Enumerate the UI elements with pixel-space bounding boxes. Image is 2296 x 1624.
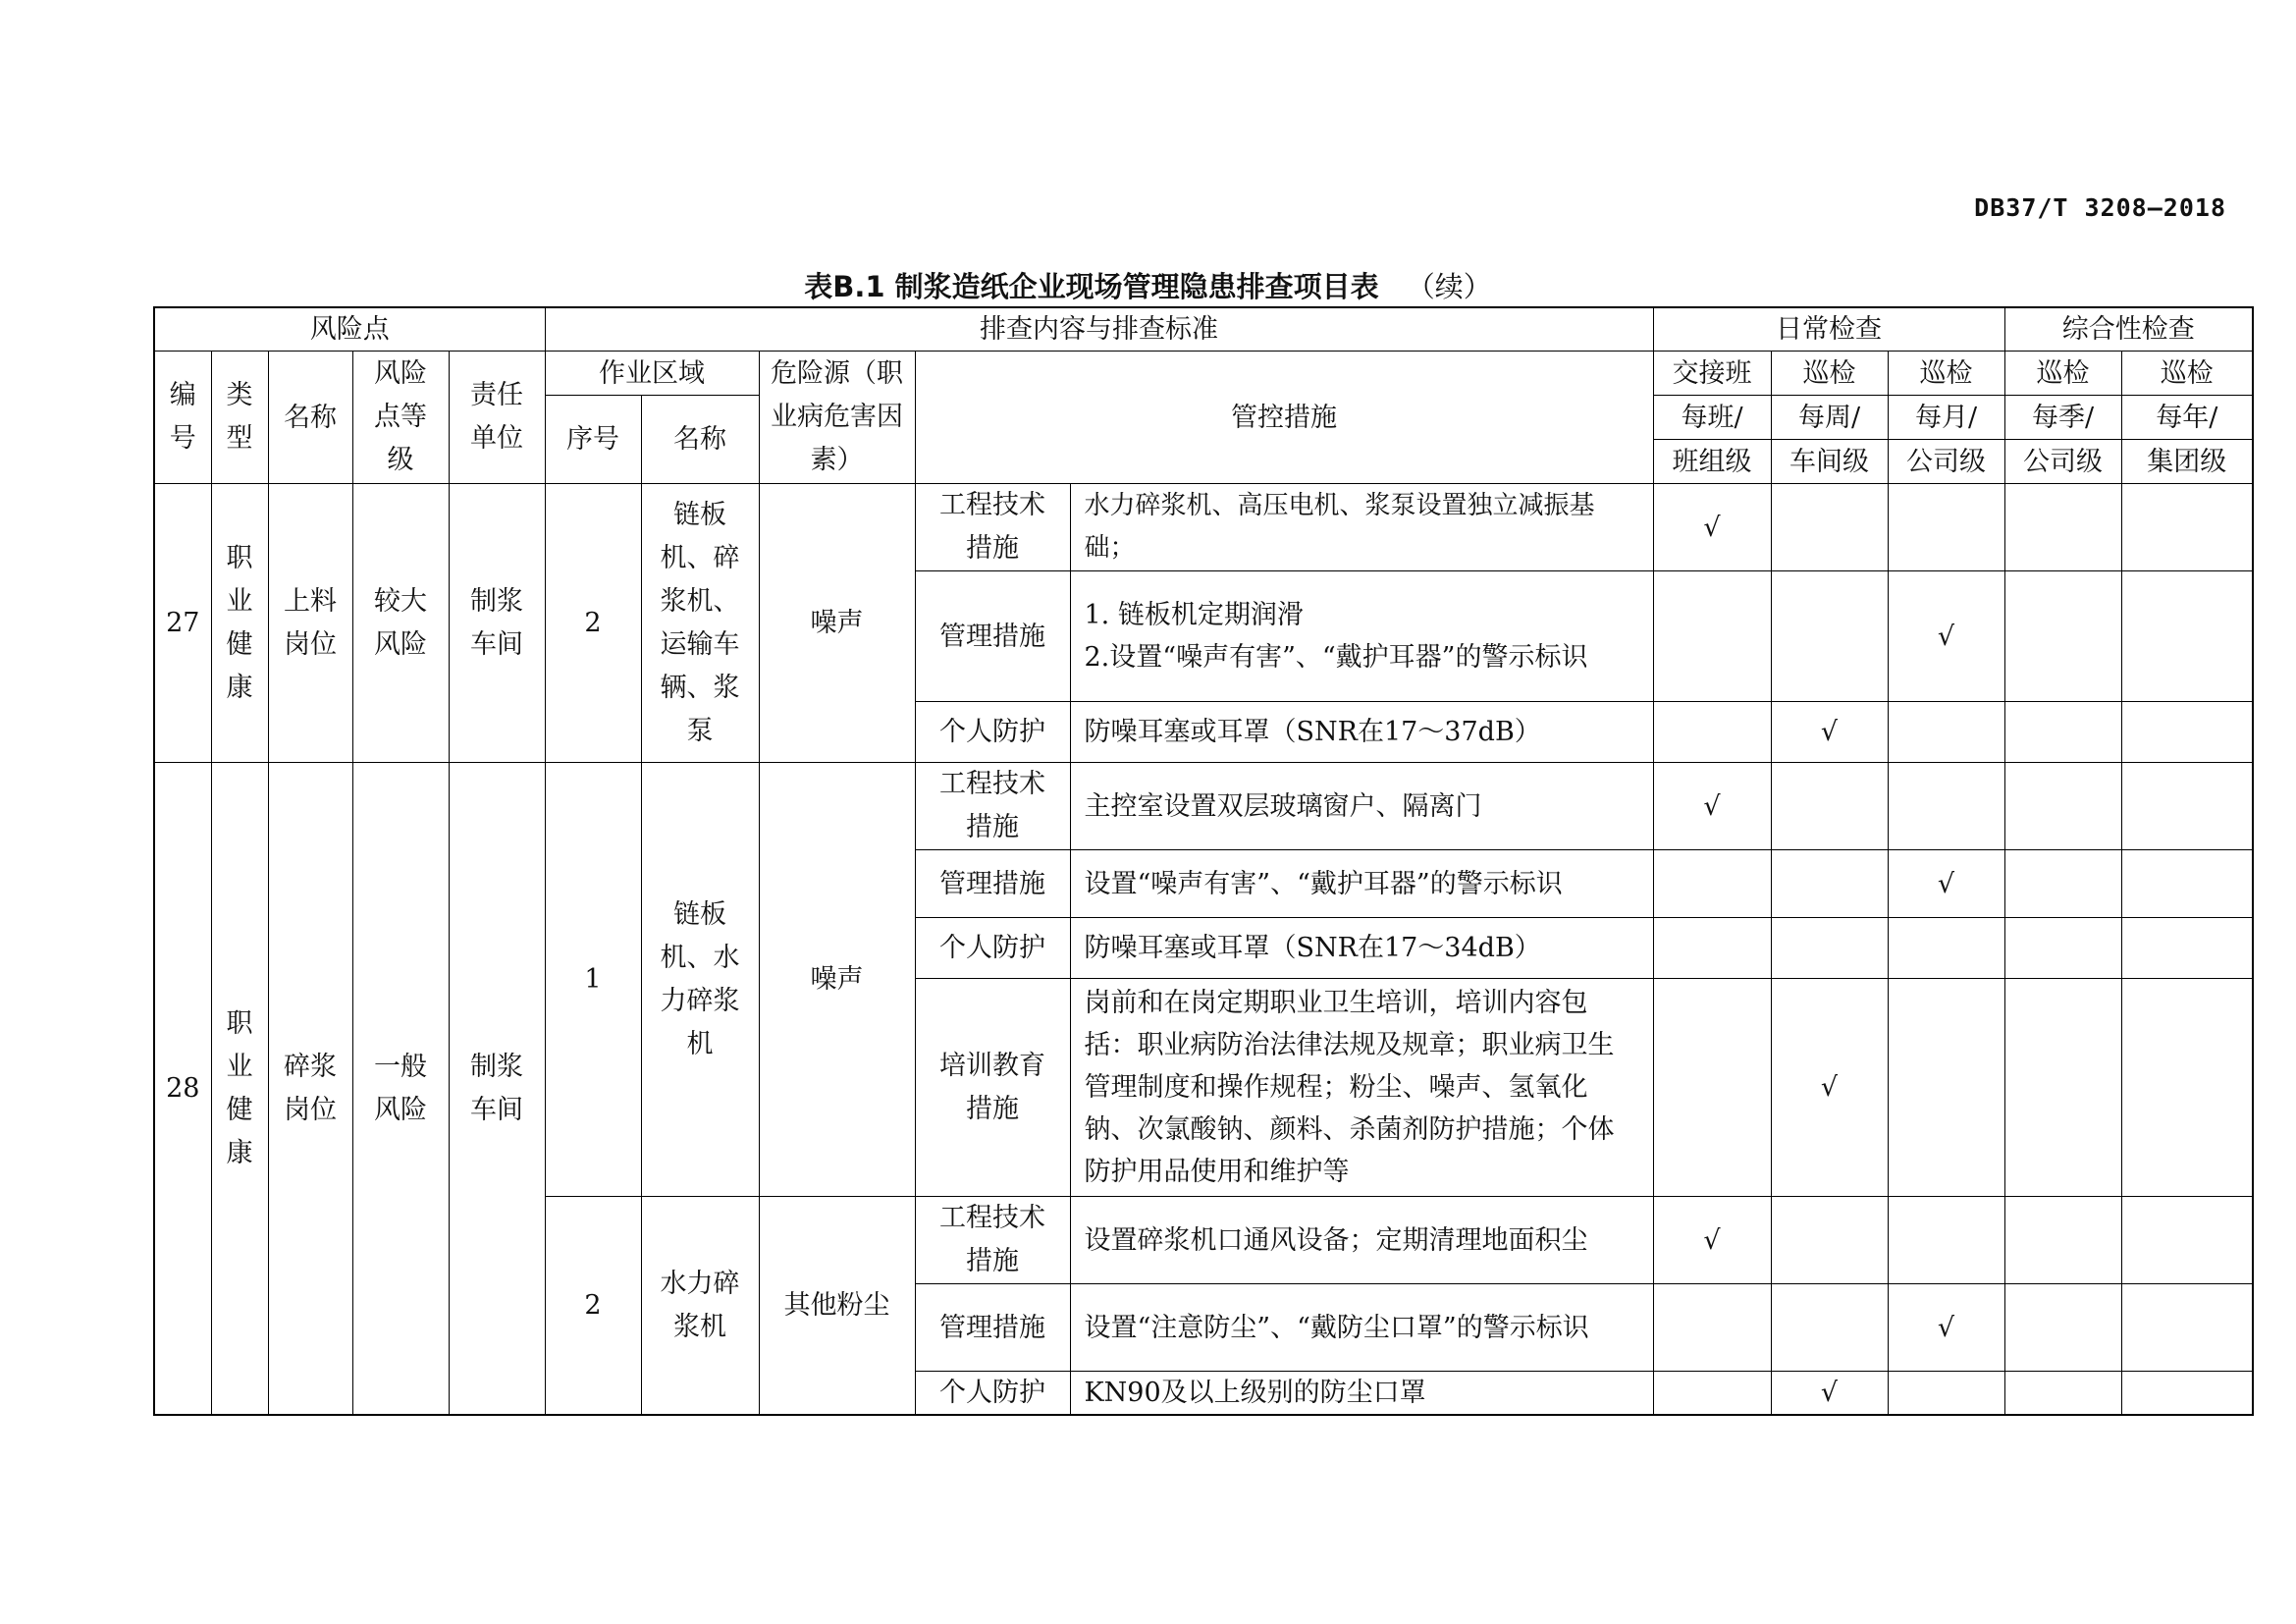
cell-category xyxy=(915,1197,1070,1284)
cell-seq: 2 xyxy=(545,484,641,763)
header-inspect-1: 巡检 xyxy=(1771,352,1888,396)
check-cell xyxy=(1771,1197,1888,1284)
table-row xyxy=(154,484,2253,571)
check-cell xyxy=(1888,484,2004,571)
check-cell xyxy=(2004,702,2121,763)
header-inspect-4: 巡检 xyxy=(2121,352,2253,396)
check-cell xyxy=(2004,850,2121,918)
check-cell xyxy=(1653,979,1771,1197)
check-cell xyxy=(2121,1284,2253,1372)
cell-measure: 主控室设置双层玻璃窗户、隔离门 xyxy=(1070,763,1653,850)
cell-area-name-text: 链板机、水力碎浆机 xyxy=(660,898,740,1059)
standard-code: DB37/T 3208—2018 xyxy=(1974,193,2226,222)
header-seq: 序号 xyxy=(545,396,641,484)
header-type-text: 类型 xyxy=(226,380,253,454)
cell-area-name xyxy=(641,484,759,763)
check-cell xyxy=(2004,918,2121,979)
header-workshop-level: 车间级 xyxy=(1771,440,1888,484)
check-cell xyxy=(1771,763,1888,850)
header-per-shift: 每班/ xyxy=(1653,396,1771,440)
cell-hazard: 噪声 xyxy=(759,484,915,763)
check-cell xyxy=(2004,1284,2121,1372)
cell-type xyxy=(211,763,268,1416)
check-cell xyxy=(1888,979,2004,1197)
cell-risk-level-text: 一般风险 xyxy=(374,1051,427,1125)
header-company-level-2: 公司级 xyxy=(2004,440,2121,484)
cell-category-text: 培训教育措施 xyxy=(939,1050,1045,1124)
check-mark-cell: √ xyxy=(1771,979,1888,1197)
cell-risk-level-text: 较大风险 xyxy=(374,585,427,660)
cell-risk-level xyxy=(352,484,449,763)
check-cell xyxy=(2121,484,2253,571)
check-cell xyxy=(2004,979,2121,1197)
check-cell xyxy=(1771,918,1888,979)
cell-unit xyxy=(449,484,545,763)
check-cell xyxy=(2121,1197,2253,1284)
header-daily-check: 日常检查 xyxy=(1653,307,2004,352)
header-row-1 xyxy=(154,307,2253,352)
header-name: 名称 xyxy=(268,352,352,484)
check-cell xyxy=(2121,979,2253,1197)
header-risk-level xyxy=(352,352,449,484)
cell-area-name-text: 水力碎浆机 xyxy=(660,1268,740,1342)
header-inspect-2: 巡检 xyxy=(1888,352,2004,396)
check-cell xyxy=(2121,918,2253,979)
check-cell xyxy=(1653,1372,1771,1416)
cell-risk-level xyxy=(352,763,449,1416)
header-per-week: 每周/ xyxy=(1771,396,1888,440)
cell-measure: 设置碎浆机口通风设备；定期清理地面积尘 xyxy=(1070,1197,1653,1284)
check-cell xyxy=(2004,571,2121,702)
check-cell xyxy=(2004,1372,2121,1416)
header-team-level: 班组级 xyxy=(1653,440,1771,484)
check-mark-cell: √ xyxy=(1771,702,1888,763)
cell-category xyxy=(915,979,1070,1197)
header-hazard-text: 危险源（职业病危害因素） xyxy=(771,358,903,475)
check-cell xyxy=(1653,1284,1771,1372)
cell-name-text: 上料岗位 xyxy=(284,585,337,660)
header-risk-point: 风险点 xyxy=(154,307,545,352)
cell-category-text: 工程技术措施 xyxy=(939,769,1045,842)
cell-category-text: 工程技术措施 xyxy=(939,1203,1045,1276)
check-cell xyxy=(2004,484,2121,571)
check-mark-cell: √ xyxy=(1888,1284,2004,1372)
table-title-continued: （续） xyxy=(1406,270,1492,303)
cell-no: 28 xyxy=(154,763,211,1416)
cell-unit xyxy=(449,763,545,1416)
header-no-text: 编号 xyxy=(169,380,196,454)
check-cell xyxy=(2121,763,2253,850)
cell-measure: 设置“注意防尘”、“戴防尘口罩”的警示标识 xyxy=(1070,1284,1653,1372)
cell-category: 个人防护 xyxy=(915,702,1070,763)
check-cell xyxy=(1653,571,1771,702)
check-cell xyxy=(1771,850,1888,918)
cell-unit-text: 制浆车间 xyxy=(470,585,523,660)
hazard-check-table xyxy=(153,306,2254,1416)
check-mark-cell: √ xyxy=(1888,571,2004,702)
cell-measure: 岗前和在岗定期职业卫生培训，培训内容包括：职业病防治法律法规及规章；职业病卫生管理制度和操作规程；粉尘、噪声、氢氧化钠、次氯酸钠、颜料、杀菌剂防护措施；个体防护用品使用和维护等 xyxy=(1070,979,1653,1197)
cell-category: 管理措施 xyxy=(915,850,1070,918)
header-per-month: 每月/ xyxy=(1888,396,2004,440)
check-cell xyxy=(1888,1372,2004,1416)
cell-area-name xyxy=(641,1197,759,1416)
header-resp-unit xyxy=(449,352,545,484)
check-cell xyxy=(1771,1284,1888,1372)
header-area-name: 名称 xyxy=(641,396,759,484)
table-title xyxy=(0,265,2296,305)
cell-measure: KN90及以上级别的防尘口罩 xyxy=(1070,1372,1653,1416)
header-control: 管控措施 xyxy=(915,352,1653,484)
cell-type-text: 职业健康 xyxy=(226,542,253,703)
cell-category: 管理措施 xyxy=(915,571,1070,702)
header-hazard xyxy=(759,352,915,484)
header-per-quarter: 每季/ xyxy=(2004,396,2121,440)
header-check-content: 排查内容与排查标准 xyxy=(545,307,1653,352)
header-shift-handover: 交接班 xyxy=(1653,352,1771,396)
check-mark-cell: √ xyxy=(1771,1372,1888,1416)
cell-hazard: 噪声 xyxy=(759,763,915,1197)
header-resp-unit-text: 责任单位 xyxy=(470,380,523,454)
cell-category: 个人防护 xyxy=(915,918,1070,979)
check-cell xyxy=(2004,1197,2121,1284)
cell-measure: 防噪耳塞或耳罩（SNR在17～34dB） xyxy=(1070,918,1653,979)
check-cell xyxy=(1771,571,1888,702)
cell-no: 27 xyxy=(154,484,211,763)
cell-type xyxy=(211,484,268,763)
cell-unit-text: 制浆车间 xyxy=(470,1051,523,1125)
header-group-level: 集团级 xyxy=(2121,440,2253,484)
check-cell xyxy=(1888,763,2004,850)
header-risk-level-text: 风险点等级 xyxy=(374,358,427,475)
cell-type-text: 职业健康 xyxy=(226,1007,253,1168)
cell-name-text: 碎浆岗位 xyxy=(284,1051,337,1125)
header-per-year: 每年/ xyxy=(2121,396,2253,440)
check-cell xyxy=(1653,850,1771,918)
cell-area-name xyxy=(641,763,759,1197)
check-cell xyxy=(2004,763,2121,850)
cell-measure: 设置“噪声有害”、“戴护耳器”的警示标识 xyxy=(1070,850,1653,918)
check-cell xyxy=(2121,850,2253,918)
check-cell xyxy=(1888,1197,2004,1284)
cell-measure: 防噪耳塞或耳罩（SNR在17～37dB） xyxy=(1070,702,1653,763)
check-cell xyxy=(2121,1372,2253,1416)
cell-name xyxy=(268,484,352,763)
check-mark-cell: √ xyxy=(1653,1197,1771,1284)
check-mark-cell: √ xyxy=(1888,850,2004,918)
check-mark-cell: √ xyxy=(1653,484,1771,571)
table-row xyxy=(154,763,2253,850)
cell-seq: 2 xyxy=(545,1197,641,1416)
cell-measure: 水力碎浆机、高压电机、浆泵设置独立减振基础； xyxy=(1070,484,1653,571)
check-cell xyxy=(1653,918,1771,979)
check-cell xyxy=(1888,918,2004,979)
cell-category xyxy=(915,763,1070,850)
check-cell xyxy=(2121,571,2253,702)
cell-measure: 1. 链板机定期润滑 2.设置“噪声有害”、“戴护耳器”的警示标识 xyxy=(1070,571,1653,702)
table-title-label: 表B.1 制浆造纸企业现场管理隐患排查项目表 xyxy=(804,270,1379,303)
header-inspect-3: 巡检 xyxy=(2004,352,2121,396)
cell-category: 管理措施 xyxy=(915,1284,1070,1372)
check-cell xyxy=(2121,702,2253,763)
header-no xyxy=(154,352,211,484)
cell-area-name-text: 链板机、碎浆机、运输车辆、浆泵 xyxy=(660,499,740,746)
cell-category xyxy=(915,484,1070,571)
check-cell xyxy=(1888,702,2004,763)
cell-hazard: 其他粉尘 xyxy=(759,1197,915,1416)
cell-category: 个人防护 xyxy=(915,1372,1070,1416)
cell-seq: 1 xyxy=(545,763,641,1197)
header-company-level: 公司级 xyxy=(1888,440,2004,484)
header-row-2 xyxy=(154,352,2253,396)
check-cell xyxy=(1771,484,1888,571)
header-work-area: 作业区域 xyxy=(545,352,759,396)
check-mark-cell: √ xyxy=(1653,763,1771,850)
header-type xyxy=(211,352,268,484)
header-comprehensive-check: 综合性检查 xyxy=(2004,307,2253,352)
cell-name xyxy=(268,763,352,1416)
cell-category-text: 工程技术措施 xyxy=(939,490,1045,564)
check-cell xyxy=(1653,702,1771,763)
